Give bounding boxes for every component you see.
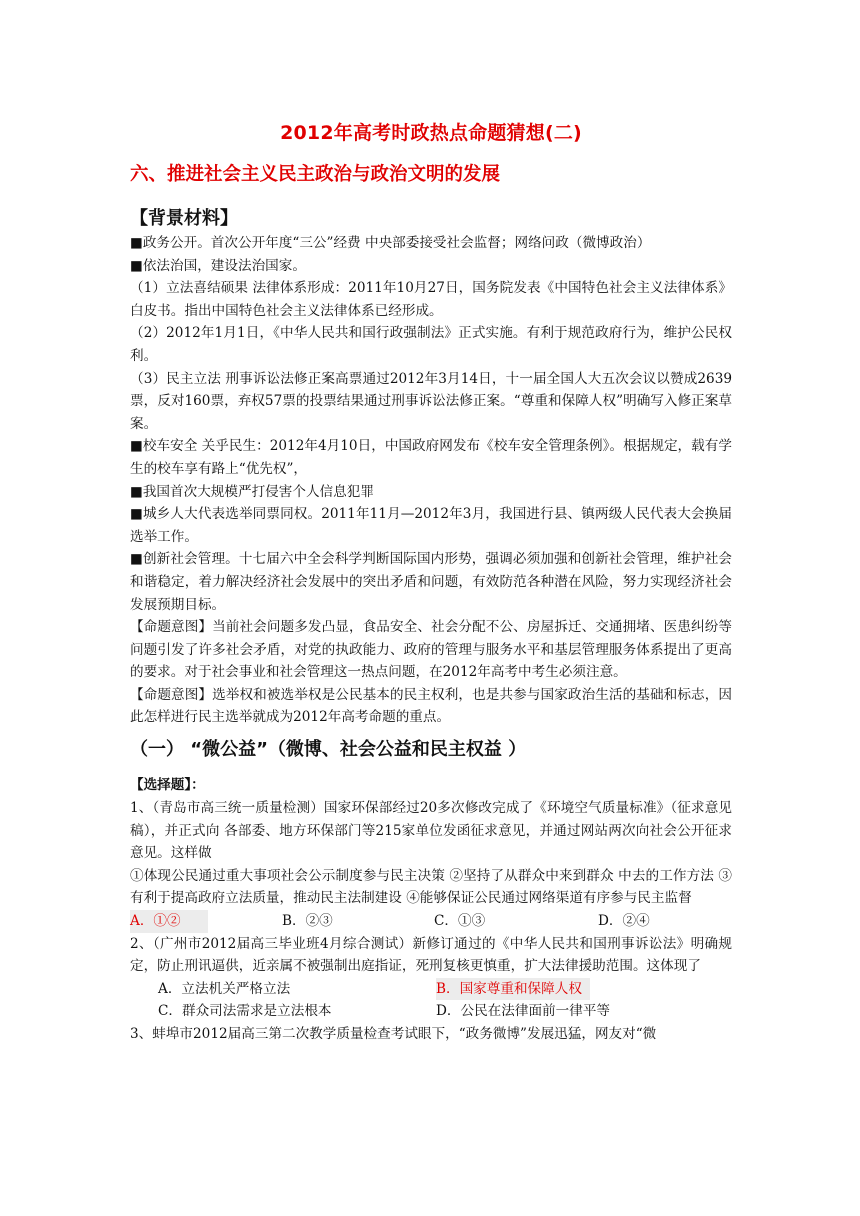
choice-heading: 【选择题】： [130, 777, 205, 794]
paragraph-social-management: ■创新社会管理。十七届六中全会科学判断国际国内形势，强调必须加强和创新社会管理，维护社会和谐稳定，着力解决经济社会发展中的突出矛盾和问题，有效防范各种潜在风险，努力实现经济社会发展预期目标。 [130, 551, 732, 613]
question-2-options-row-2 [130, 1000, 732, 1023]
question-2-options-row-1 [130, 978, 732, 1001]
option-b: B．②③ [282, 913, 333, 930]
question-3-stem: 3、蚌埠市2012届高三第二次教学质量检查考试眼下，“政务微博”发展迅猛，网友对“微 [130, 1026, 657, 1042]
paragraph-intent-2: 【命题意图】选举权和被选举权是公民基本的民主权利，也是共参与国家政治生活的基础和标志，因此怎样进行民主选举就成为2012年高考命题的重点。 [130, 686, 732, 726]
section-one-heading: （一） “微公益”（微博、社会公益和民主权益 ） [130, 739, 527, 761]
option-c: C．群众司法需求是立法根本 [158, 1003, 332, 1020]
question-1-stem: 1、（青岛市高三统一质量检测）国家环保部经过20多次修改完成了《环境空气质量标准》（征求意见稿），并正式向 各部委、地方环保部门等215家单位发函征求意见，并通过网站两次向社会公开征求意见。这样做 [130, 800, 732, 862]
question-1-options [130, 910, 732, 933]
option-d: D．公民在法律面前一律平等 [436, 1003, 611, 1020]
option-c: C．①③ [434, 913, 486, 930]
question-2-stem: 2、（广州市2012届高三毕业班4月综合测试）新修订通过的《中华人民共和国刑事诉讼法》明确规定，防止刑讯逼供，近亲属不被强制出庭指证，死刑复核更慎重，扩大法律援助范围。这体现了 [130, 935, 732, 975]
option-b: B．国家尊重和保障人权 [436, 978, 590, 1001]
paragraph-personal-info: ■我国首次大规模严打侵害个人信息犯罪 [130, 483, 374, 500]
paragraph-legal-system: （1）立法喜结硕果 法律体系形成：2011年10月27日，国务院发表《中国特色社会主义法律体系》白皮书。指出中国特色社会主义法律体系已经形成。 [130, 280, 732, 319]
option-a: A．①② [130, 910, 208, 933]
paragraph-election: ■城乡人大代表选举同票同权。2011年11月—2012年3月，我国进行县、镇两级人民代表大会换届选举工作。 [130, 506, 732, 545]
document-title: 2012年高考时政热点命题猜想(二) [280, 122, 582, 144]
document-body [130, 232, 732, 1046]
paragraph-intent-1: 【命题意图】当前社会问题多发凸显，食品安全、社会分配不公、房屋拆迁、交通拥堵、医患纠纷等问题引发了许多社会矛盾，对党的执政能力、政府的管理与服务水平和基层管理服务体系提出了更高的要求。对于社会事业和社会管理这一热点问题，在2012年高考中考生必须注意。 [130, 619, 732, 681]
question-1-statements: ①体现公民通过重大事项社会公示制度参与民主决策 ②坚持了从群众中来到群众 中去的工作方法 ③有利于提高政府立法质量，推动民主法制建设 ④能够保证公民通过网络渠道有序参与民主监督 [130, 867, 732, 907]
paragraph-criminal-procedure: （3）民主立法 刑事诉讼法修正案高票通过2012年3月14日，十一届全国人大五次会议以赞成2639票，反对160票，弃权57票的投票结果通过刑事诉讼法修正案。“尊重和保障人权”明确写入修正案草案。 [130, 370, 732, 432]
option-a: A．立法机关严格立法 [158, 980, 291, 997]
background-heading: 【背景材料】 [130, 208, 238, 229]
paragraph-admin-law: （2）2012年1月1日，《中华人民共和国行政强制法》正式实施。有利于规范政府行为，维护公民权利。 [130, 325, 732, 364]
paragraph-gov-open: ■政务公开。首次公开年度“三公”经费 中央部委接受社会监督；网络问政（微博政治） [130, 235, 651, 251]
option-d: D．②④ [598, 913, 650, 930]
section-six-heading: 六、推进社会主义民主政治与政治文明的发展 [130, 164, 501, 185]
paragraph-rule-of-law: ■依法治国，建设法治国家。 [130, 257, 306, 274]
paragraph-school-bus: ■校车安全 关乎民生：2012年4月10日，中国政府网发布《校车安全管理条例》。根据规定，载有学生的校车享有路上“优先权”， [130, 438, 732, 477]
